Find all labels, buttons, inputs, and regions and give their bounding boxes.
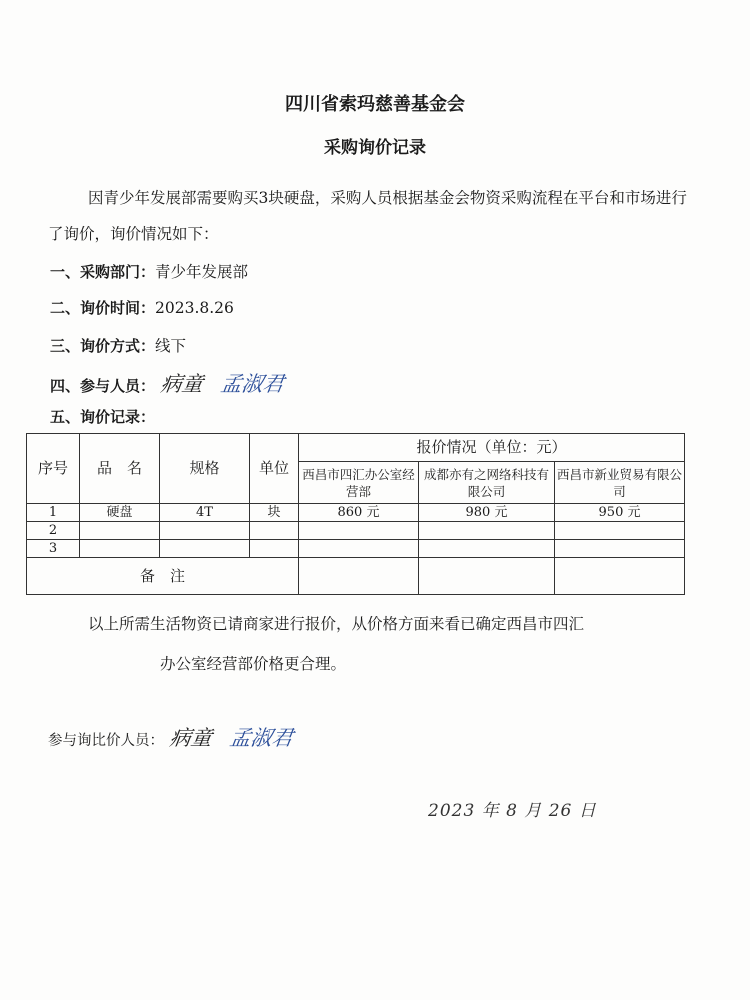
row-quote-2: [419, 540, 555, 558]
item-label: 五、询价记录：: [50, 408, 156, 426]
table-row: [27, 522, 685, 540]
item-label: 三、询价方式：: [50, 337, 156, 355]
signature-2: 孟淑君: [219, 372, 286, 396]
signature-1: 病童: [159, 372, 205, 396]
row-quote-2: [419, 522, 555, 540]
participant-signature-2: 孟淑君: [228, 726, 295, 750]
participant-signature-1: 病童: [168, 726, 214, 750]
supplier-3: 西昌市新业贸易有限公司: [555, 462, 685, 504]
row-name: [80, 522, 160, 540]
participants-label: 参与询比价人员：: [48, 733, 164, 749]
quote-table: [26, 433, 685, 595]
document-title: 四川省索玛慈善基金会: [285, 94, 465, 115]
row-spec: [160, 540, 250, 558]
row-unit: 块: [250, 504, 299, 522]
header-spec: 规格: [160, 434, 250, 504]
handwritten-date: 2023 年 8 月 26 日: [428, 801, 597, 821]
document-subtitle: 采购询价记录: [324, 138, 426, 158]
row-index: 1: [27, 504, 80, 522]
conclusion-line-1: 以上所需生活物资已请商家进行报价，从价格方面来看已确定西昌市四汇: [88, 615, 585, 633]
supplier-1: 西昌市四汇办公室经营部: [299, 462, 419, 504]
item-participants: [50, 368, 284, 398]
remark-label: 备 注: [27, 558, 299, 595]
item-department: [50, 260, 248, 282]
item-value: 线下: [155, 337, 187, 355]
row-quote-3: [555, 540, 685, 558]
supplier-2: 成都亦有之网络科技有限公司: [419, 462, 555, 504]
remark-cell: [419, 558, 555, 595]
row-index: 2: [27, 522, 80, 540]
intro-text: 因青少年发展部需要购买3块硬盘，采购人员根据基金会物资采购流程在平台和市场进行了询价，询价情况如下：: [48, 189, 687, 243]
header-name: 品 名: [80, 434, 160, 504]
row-quote-1: [299, 540, 419, 558]
item-inquiry-time: [50, 297, 234, 318]
item-label: 四、参与人员：: [50, 377, 156, 395]
row-unit: [250, 522, 299, 540]
row-spec: 4T: [160, 504, 250, 522]
item-inquiry-method: [50, 334, 186, 356]
row-name: [80, 540, 160, 558]
row-quote-2: 980 元: [419, 504, 555, 522]
item-label: 二、询价时间：: [50, 299, 156, 317]
header-unit: 单位: [250, 434, 299, 504]
item-value: 2023.8.26: [155, 299, 234, 317]
header-quote-group: 报价情况（单位：元）: [299, 434, 685, 462]
item-inquiry-record: [50, 406, 155, 427]
intro-paragraph: [48, 180, 688, 252]
row-unit: [250, 540, 299, 558]
table-row: [27, 540, 685, 558]
participants-line: [48, 722, 293, 752]
row-quote-3: [555, 522, 685, 540]
row-quote-3: 950 元: [555, 504, 685, 522]
table-row: [27, 504, 685, 522]
conclusion-line-2: 办公室经营部价格更合理。: [160, 655, 347, 673]
remark-cell: [555, 558, 685, 595]
table-header-row: [27, 434, 685, 462]
row-index: 3: [27, 540, 80, 558]
item-label: 一、采购部门：: [50, 263, 156, 281]
row-name: 硬盘: [80, 504, 160, 522]
row-quote-1: 860 元: [299, 504, 419, 522]
remark-cell: [299, 558, 419, 595]
header-index: 序号: [27, 434, 80, 504]
row-spec: [160, 522, 250, 540]
row-quote-1: [299, 522, 419, 540]
table-remark-row: [27, 558, 685, 595]
item-value: 青少年发展部: [155, 263, 249, 281]
